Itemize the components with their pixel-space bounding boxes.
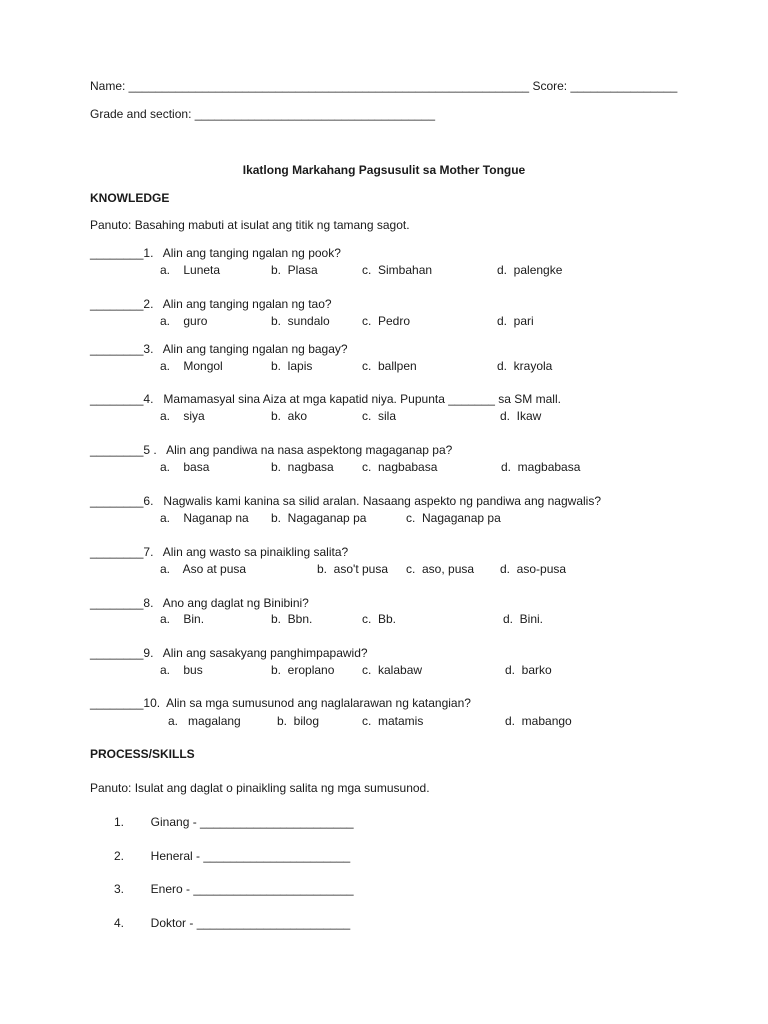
answer-choice: d. krayola [497, 359, 553, 373]
answer-choice: c. matamis [362, 714, 424, 728]
answer-choice: b. sundalo [271, 314, 330, 328]
answer-choice: d. Ikaw [500, 409, 542, 423]
answer-choice: d. pari [497, 314, 534, 328]
question-stem: ________1. Alin ang tanging ngalan ng pook? [90, 246, 341, 260]
answer-choice: c. kalabaw [362, 663, 423, 677]
process-heading: PROCESS/SKILLS [90, 747, 195, 761]
knowledge-directions: Panuto: Basahing mabuti at isulat ang titik ng tamang sagot. [90, 218, 410, 232]
answer-choice: a. Naganap na [160, 511, 249, 525]
answer-choice: b. lapis [271, 359, 313, 373]
answer-choice: d. mabango [505, 714, 572, 728]
answer-choice: a. Luneta [160, 263, 221, 277]
answer-choice: c. sila [362, 409, 397, 423]
abbreviation-item: 3. Enero - ________________________ [114, 882, 354, 896]
answer-choice: c. aso, pusa [406, 562, 475, 576]
answer-choice: c. Nagaganap pa [406, 511, 501, 525]
process-directions: Panuto: Isulat ang daglat o pinaikling salita ng mga sumusunod. [90, 781, 430, 795]
answer-choice: a. bus [160, 663, 203, 677]
knowledge-heading: KNOWLEDGE [90, 191, 170, 205]
answer-choice: b. ako [271, 409, 308, 423]
answer-choice: b. aso't pusa [317, 562, 389, 576]
exam-title: Ikatlong Markahang Pagsusulit sa Mother Tongue [242, 163, 526, 177]
abbreviation-item: 1. Ginang - _______________________ [114, 815, 354, 829]
grade-section-line: Grade and section: ____________________________________ [90, 107, 435, 121]
question-stem: ________10. Alin sa mga sumusunod ang naglalarawan ng katangian? [90, 696, 471, 710]
answer-choice: d. magbabasa [501, 460, 581, 474]
question-stem: ________7. Alin ang wasto sa pinaikling salita? [90, 545, 349, 559]
question-stem: ________3. Alin ang tanging ngalan ng bagay? [90, 342, 348, 356]
answer-choice: b. Bbn. [271, 612, 313, 626]
answer-choice: a. guro [160, 314, 208, 328]
answer-choice: d. palengke [497, 263, 563, 277]
abbreviation-item: 2. Heneral - ______________________ [114, 849, 351, 863]
answer-choice: c. Bb. [362, 612, 397, 626]
answer-choice: b. bilog [277, 714, 320, 728]
question-stem: ________8. Ano ang daglat ng Binibini? [90, 596, 309, 610]
abbreviation-item: 4. Doktor - _______________________ [114, 916, 351, 930]
answer-choice: b. Nagaganap pa [271, 511, 367, 525]
name-score-line: Name: ____________________________________________________________ Score: ________________ [90, 79, 678, 93]
answer-choice: d. Bini. [503, 612, 544, 626]
answer-choice: d. barko [505, 663, 552, 677]
answer-choice: c. Simbahan [362, 263, 433, 277]
question-stem: ________4. Mamamasyal sina Aiza at mga kapatid niya. Pupunta _______ sa SM mall. [90, 392, 561, 406]
answer-choice: b. Plasa [271, 263, 318, 277]
answer-choice: a. Aso at pusa [160, 562, 247, 576]
question-stem: ________5 . Alin ang pandiwa na nasa aspektong magaganap pa? [90, 443, 453, 457]
question-stem: ________6. Nagwalis kami kanina sa silid aralan. Nasaang aspekto ng pandiwa ang nagwalis? [90, 494, 601, 508]
question-stem: ________9. Alin ang sasakyang panghimpapawid? [90, 646, 368, 660]
answer-choice: a. magalang [168, 714, 241, 728]
answer-choice: c. Pedro [362, 314, 411, 328]
answer-choice: a. basa [160, 460, 210, 474]
answer-choice: b. nagbasa [271, 460, 334, 474]
answer-choice: c. nagbabasa [362, 460, 438, 474]
answer-choice: d. aso-pusa [500, 562, 567, 576]
answer-choice: c. ballpen [362, 359, 417, 373]
answer-choice: b. eroplano [271, 663, 335, 677]
answer-choice: a. Bin. [160, 612, 205, 626]
answer-choice: a. Mongol [160, 359, 223, 373]
answer-choice: a. siya [160, 409, 205, 423]
question-stem: ________2. Alin ang tanging ngalan ng tao? [90, 297, 332, 311]
